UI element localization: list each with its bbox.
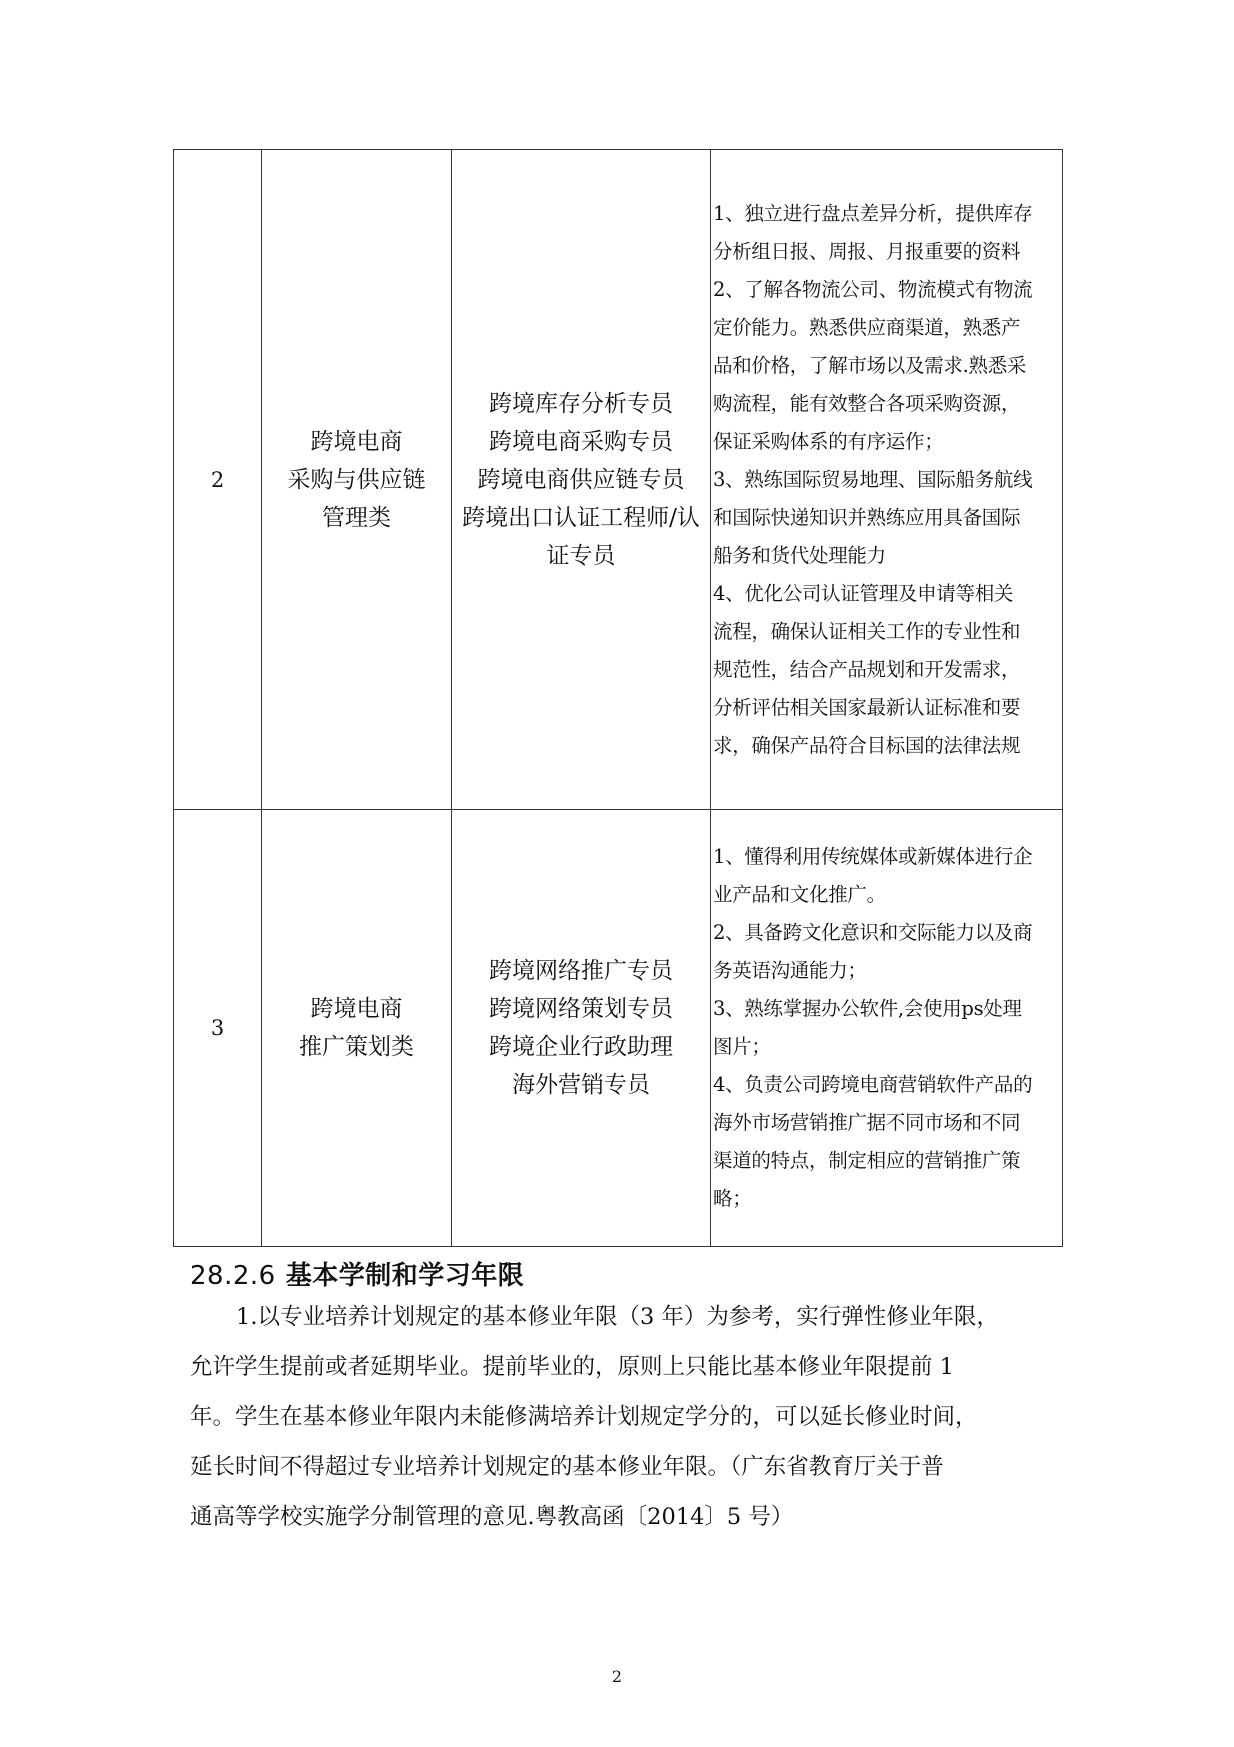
requirement-line: 品和价格，了解市场以及需求.熟悉采 (713, 353, 1027, 377)
requirement-line: 流程，确保认证相关工作的专业性和 (713, 619, 1021, 643)
requirements-cell (711, 810, 1063, 1247)
positions-cell (452, 150, 711, 810)
category-cell (262, 810, 452, 1247)
page-number: 2 (611, 1667, 623, 1686)
requirement-line: 求，确保产品符合目标国的法律法规 (713, 733, 1021, 757)
row-number: 2 (210, 467, 225, 492)
position-line: 跨境企业行政助理 (489, 1034, 673, 1060)
paragraph-line: 延长时间不得超过专业培养计划规定的基本修业年限。（广东省教育厅关于普 (190, 1454, 944, 1480)
requirement-line: 船务和货代处理能力 (713, 543, 886, 567)
category-line: 推广策划类 (299, 1034, 414, 1060)
table-row (174, 150, 1063, 810)
requirements-cell (711, 150, 1063, 810)
category-line: 管理类 (322, 504, 391, 531)
position-line: 海外营销专员 (512, 1072, 650, 1098)
paragraph-line: 通高等学校实施学分制管理的意见.粤教高函〔2014〕5 号） (190, 1504, 794, 1530)
requirement-line: 1、独立进行盘点差异分析，提供库存 (713, 201, 1033, 225)
section-title: 基本学制和学习年限 (285, 1261, 525, 1291)
requirement-line: 2、具备跨文化意识和交际能力以及商 (713, 921, 1033, 944)
table-row (174, 810, 1063, 1247)
position-line: 跨境网络推广专员 (489, 958, 673, 984)
section-heading (190, 1255, 524, 1292)
requirement-line: 购流程，能有效整合各项采购资源， (713, 391, 1021, 415)
category-line: 跨境电商 (310, 428, 403, 455)
requirement-line: 务英语沟通能力； (713, 959, 867, 982)
position-line: 跨境网络策划专员 (489, 996, 673, 1022)
position-line: 跨境出口认证工程师/认 (462, 504, 700, 531)
requirement-line: 定价能力。熟悉供应商渠道，熟悉产 (713, 315, 1021, 339)
category-line: 采购与供应链 (287, 466, 426, 493)
requirement-line: 2、了解各物流公司、物流模式有物流 (713, 277, 1033, 301)
requirement-line: 和国际快递知识并熟练应用具备国际 (713, 505, 1021, 529)
requirement-line: 渠道的特点，制定相应的营销推广策 (713, 1149, 1021, 1172)
requirement-line: 1、懂得利用传统媒体或新媒体进行企 (713, 845, 1033, 868)
job-category-table (173, 149, 1063, 1247)
requirement-line: 3、熟练掌握办公软件,会使用ps处理 (713, 997, 1022, 1020)
requirement-line: 分析组日报、周报、月报重要的资料 (713, 239, 1021, 263)
category-cell (262, 150, 452, 810)
position-line: 跨境电商采购专员 (489, 428, 673, 455)
row-number-cell (174, 810, 262, 1247)
position-line: 跨境电商供应链专员 (477, 466, 685, 493)
row-number-cell (174, 150, 262, 810)
section-paragraph (190, 1292, 1062, 1542)
requirement-line: 图片； (713, 1035, 771, 1058)
positions-cell (452, 810, 711, 1247)
requirement-line: 3、熟练国际贸易地理、国际船务航线 (713, 467, 1033, 491)
paragraph-line: 1.以专业培养计划规定的基本修业年限（3 年）为参考，实行弹性修业年限， (236, 1304, 999, 1330)
category-line: 跨境电商 (310, 996, 403, 1022)
row-number: 3 (210, 1016, 225, 1040)
requirement-line: 4、优化公司认证管理及申请等相关 (713, 581, 1014, 605)
requirement-line: 海外市场营销推广据不同市场和不同 (713, 1111, 1021, 1134)
position-line: 证专员 (546, 542, 616, 569)
requirement-line: 业产品和文化推广。 (713, 883, 886, 906)
requirement-line: 略； (713, 1187, 752, 1210)
requirement-line: 规范性，结合产品规划和开发需求， (713, 657, 1021, 681)
paragraph-line: 年。学生在基本修业年限内未能修满培养计划规定学分的，可以延长修业时间， (190, 1404, 978, 1430)
requirement-line: 4、负责公司跨境电商营销软件产品的 (713, 1073, 1033, 1096)
requirement-line: 保证采购体系的有序运作； (713, 429, 944, 453)
paragraph-line: 允许学生提前或者延期毕业。提前毕业的，原则上只能比基本修业年限提前 1 (190, 1354, 954, 1380)
position-line: 跨境库存分析专员 (489, 390, 673, 417)
requirement-line: 分析评估相关国家最新认证标准和要 (713, 695, 1021, 719)
section-number: 28.2.6 (190, 1261, 276, 1291)
